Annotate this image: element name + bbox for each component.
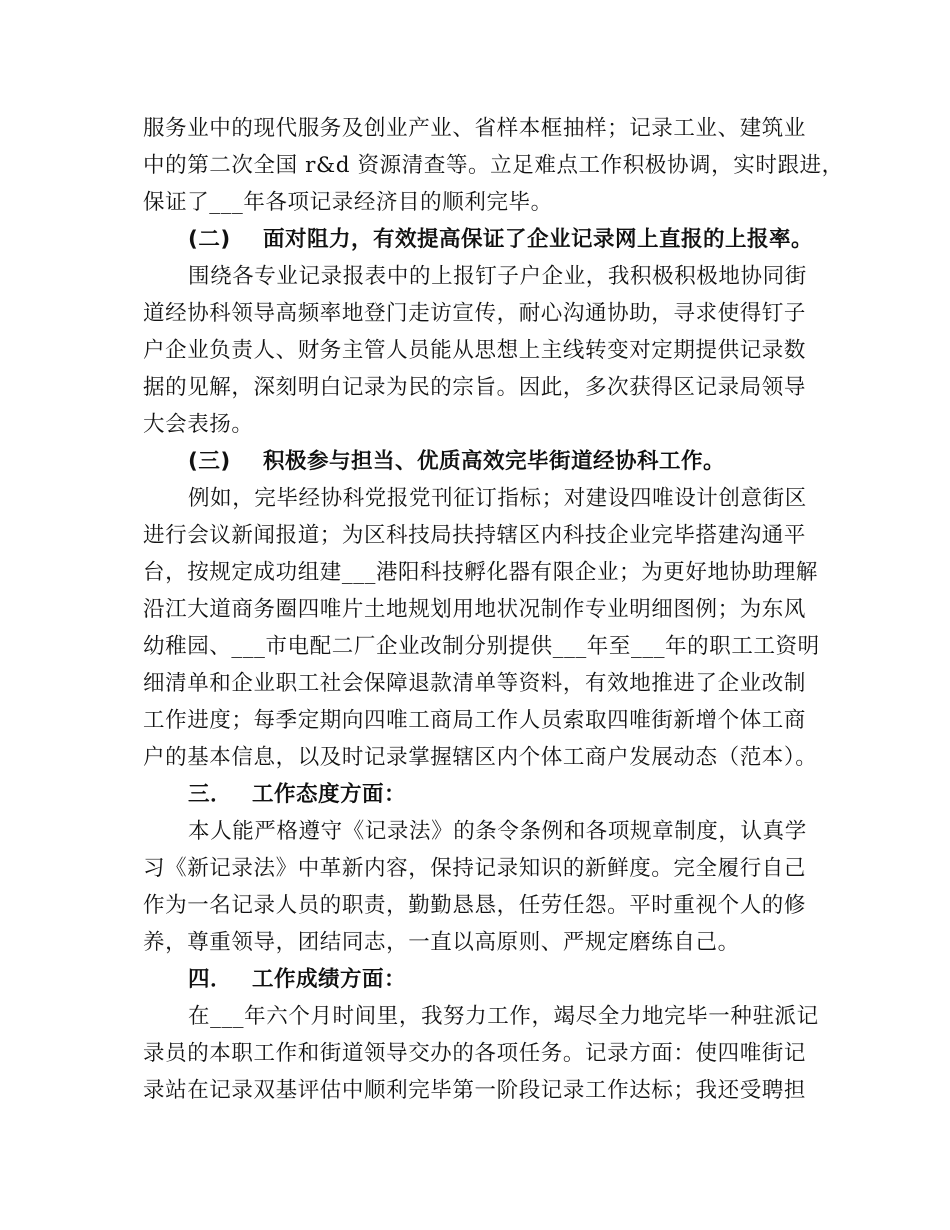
body-line: 幼稚园、___市电配二厂企业改制分别提供___年至___年的职工工资明 (143, 634, 820, 659)
body-line: 录员的本职工作和街道领导交办的各项任务。记录方面：使四唯街记 (143, 1041, 807, 1066)
body-line: 本人能严格遵守《记录法》的条令条例和各项规章制度，认真学 (188, 819, 807, 844)
body-line: 进行会议新闻报道；为区科技局扶持辖区内科技企业完毕搭建沟通平 (143, 523, 807, 548)
body-line: 习《新记录法》中革新内容，保持记录知识的新鲜度。完全履行自己 (143, 856, 807, 881)
heading-number: 四． (188, 967, 233, 992)
body-line: 保证了___年各项记录经济目的顺利完毕。 (143, 190, 553, 215)
body-line: 细清单和企业职工社会保障退款清单等资料，有效地推进了企业改制 (143, 671, 807, 696)
body-line: 工作进度；每季定期向四唯工商局工作人员索取四唯街新增个体工商 (143, 708, 807, 733)
heading-text: 积极参与担当、优质高效完毕街道经协科工作。 (263, 449, 726, 474)
section-heading-three (188, 783, 878, 807)
body-line: 养，尊重领导，团结同志，一直以高原则、严规定磨练自己。 (143, 930, 740, 955)
heading-number: 三． (188, 782, 233, 807)
body-line: 大会表扬。 (143, 412, 254, 437)
body-line: 作为一名记录人员的职责，勤勤恳恳，任劳任怨。平时重视个人的修 (143, 893, 807, 918)
section-heading-3 (188, 450, 878, 474)
heading-number: (三) (188, 449, 231, 474)
body-line: 户的基本信息，以及时记录掌握辖区内个体工商户发展动态（范本）。 (143, 745, 818, 770)
body-line: 服务业中的现代服务及创业产业、省样本框抽样；记录工业、建筑业 (143, 116, 807, 141)
section-heading-2 (188, 228, 878, 252)
body-line: 录站在记录双基评估中顺利完毕第一阶段记录工作达标；我还受聘担 (143, 1078, 807, 1103)
body-line: 中的第二次全国 r&d 资源清查等。立足难点工作积极协调，实时跟进， (143, 153, 844, 178)
body-line: 户企业负责人、财务主管人员能从思想上主线转变对定期提供记录数 (143, 338, 807, 363)
heading-text: 工作态度方面： (252, 782, 407, 807)
body-line: 据的见解，深刻明白记录为民的宗旨。因此，多次获得区记录局领导 (143, 375, 807, 400)
body-line: 围绕各专业记录报表中的上报钉子户企业，我积极积极地协同街 (188, 264, 807, 289)
heading-text: 工作成绩方面： (252, 967, 407, 992)
body-line: 在___年六个月时间里，我努力工作，竭尽全力地完毕一种驻派记 (188, 1004, 819, 1029)
body-line: 台，按规定成功组建___港阳科技孵化器有限企业；为更好地协助理解 (143, 560, 818, 585)
heading-text: 面对阻力，有效提高保证了企业记录网上直报的上报率。 (263, 227, 814, 252)
body-line: 道经协科领导高频率地登门走访宣传，耐心沟通协助，寻求使得钉子 (143, 301, 807, 326)
body-line: 例如，完毕经协科党报党刊征订指标；对建设四唯设计创意街区 (188, 486, 807, 511)
heading-number: (二) (188, 227, 231, 252)
section-heading-four (188, 968, 878, 992)
body-line: 沿江大道商务圈四唯片土地规划用地状况制作专业明细图例；为东风 (143, 597, 807, 622)
